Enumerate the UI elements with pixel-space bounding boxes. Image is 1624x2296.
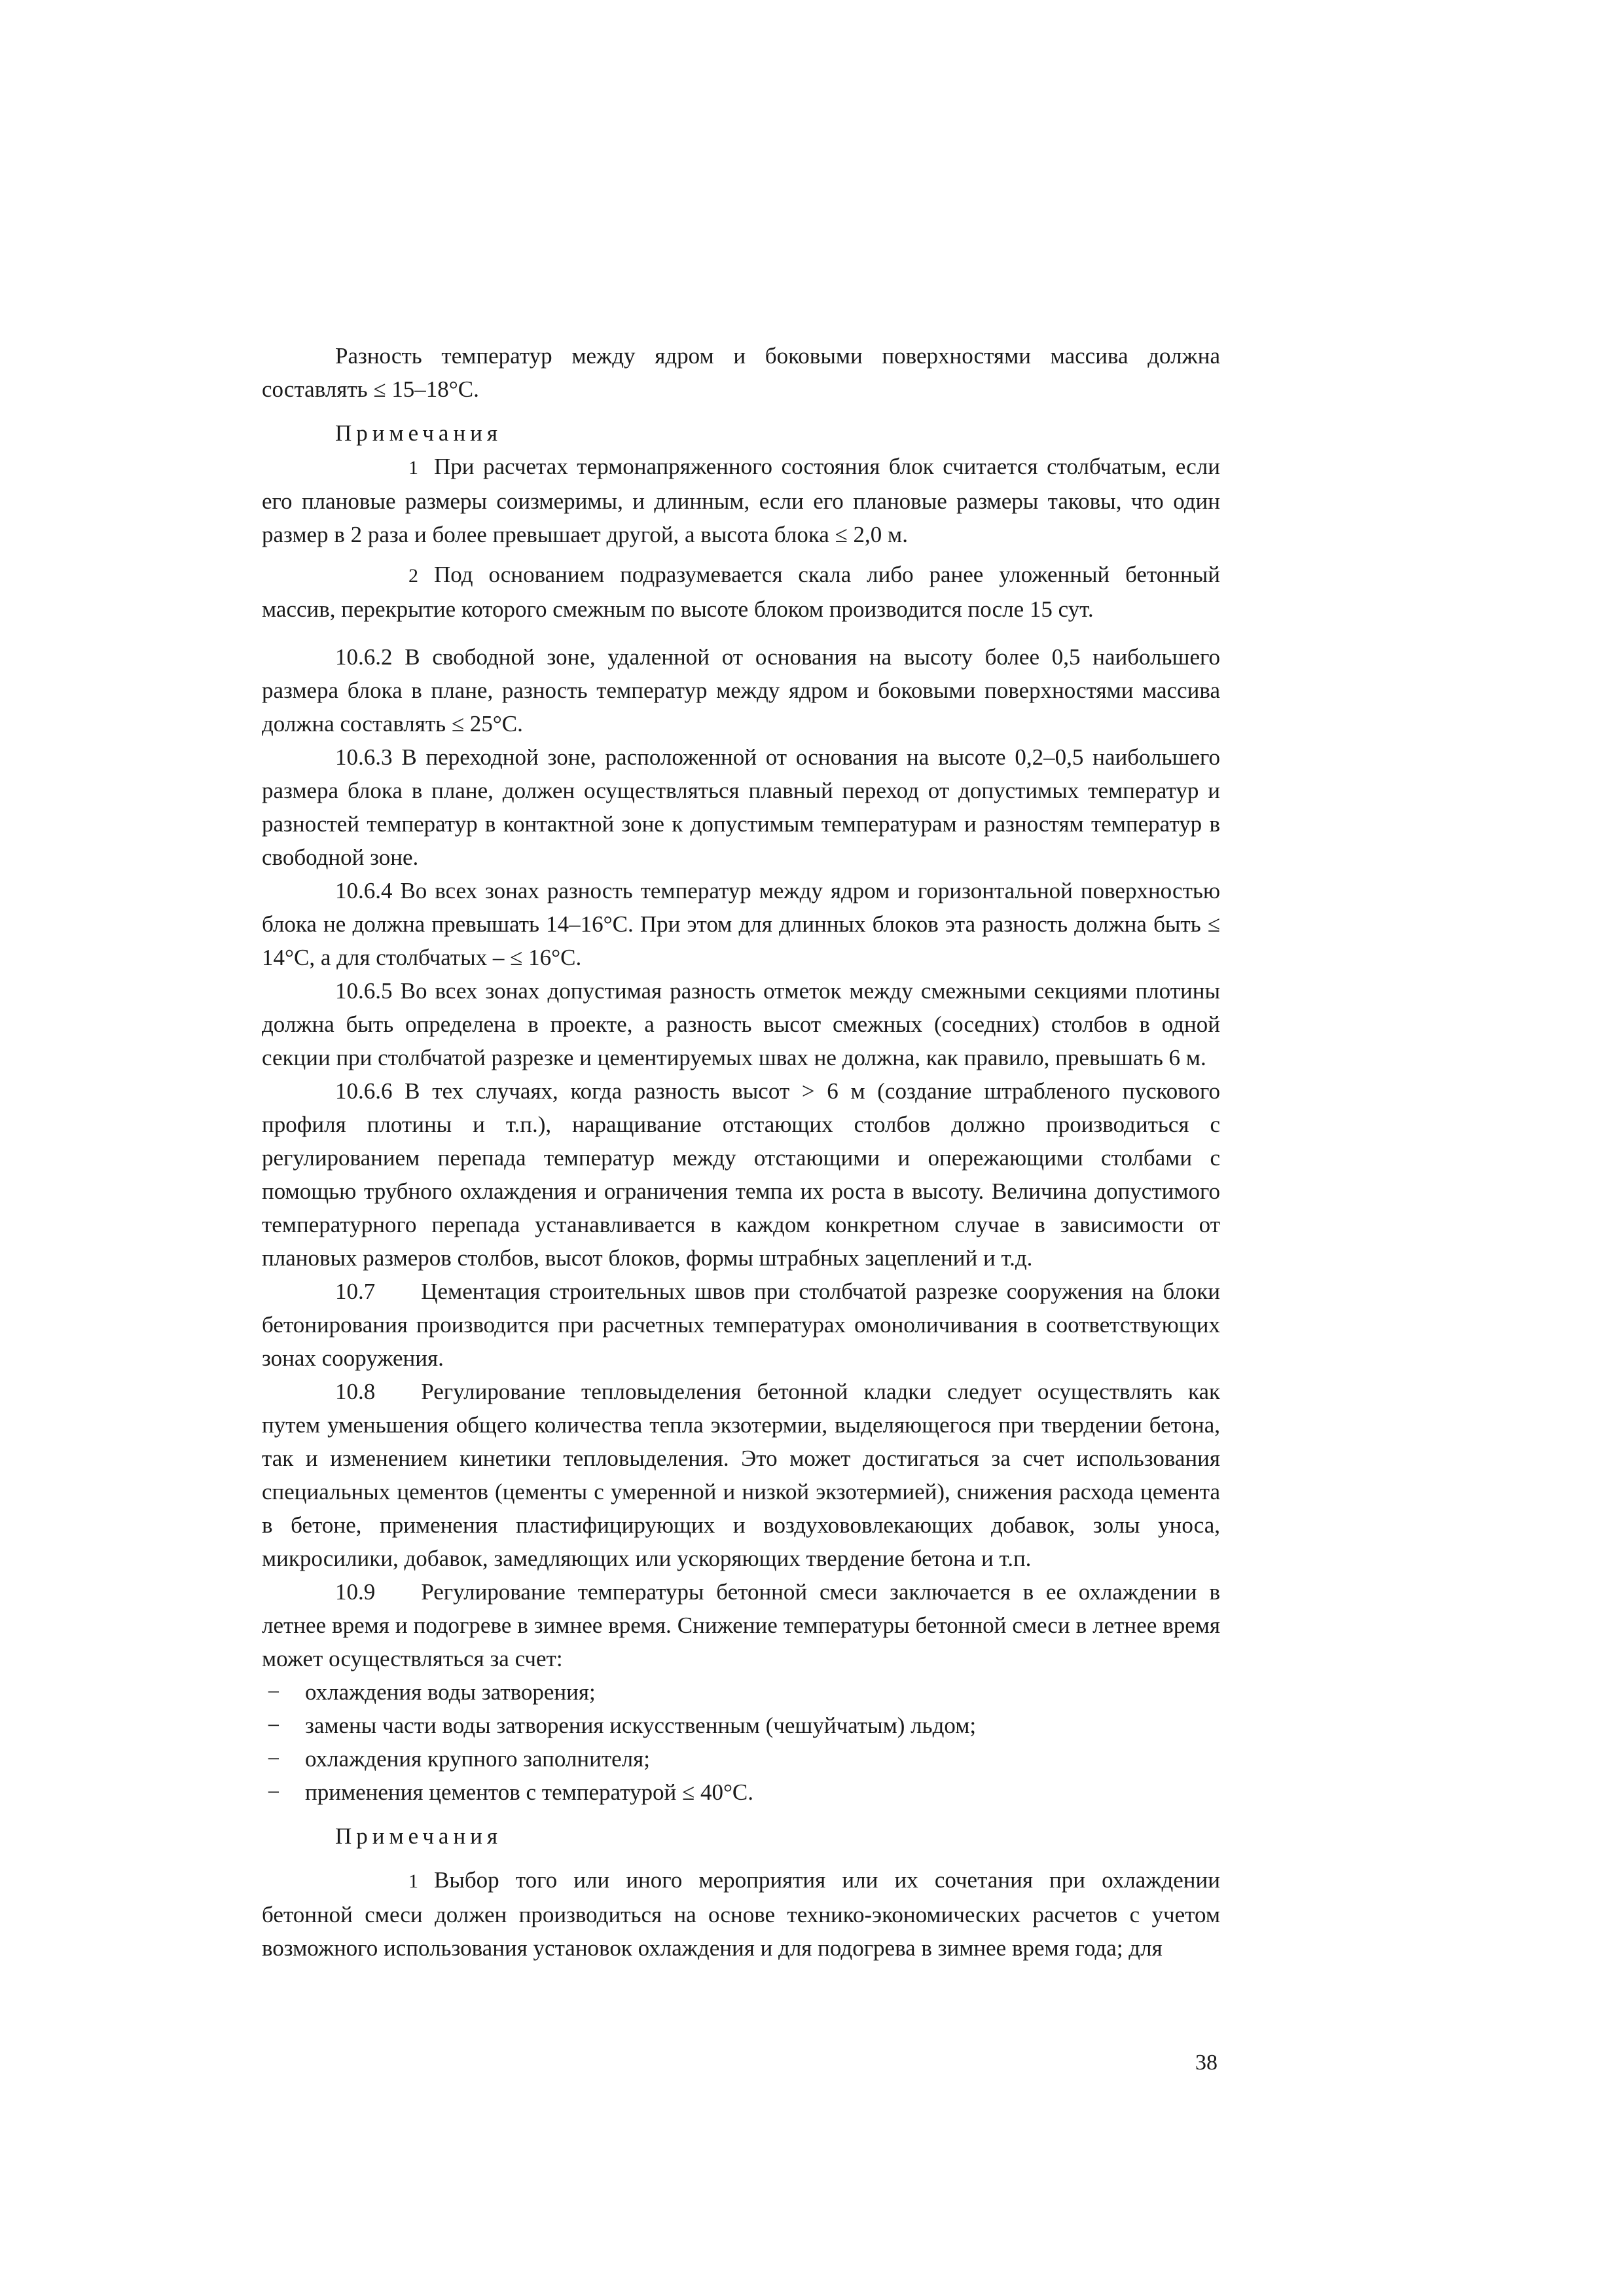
paragraph-10-9: 10.9 Регулирование температуры бетонной смеси заключается в ее охлаждении в летнее время и подогреве в зимнее время. Снижение температуры бетонной смеси в летнее время может осуществляться за счет:: [262, 1579, 1220, 1671]
note-text: При расчетах термонапряженного состояния блок считается столбчатым, если его плановые размеры соизмеримы, и длинным, если его плановые размеры таковы, что один размер в 2 раза и более превышает другой, а высота блока ≤ 2,0 м.: [262, 454, 1220, 547]
note-text: Под основанием подразумевается скала либо ранее уложенный бетонный массив, перекрытие которого смежным по высоте блоком производится после 15 сут.: [262, 562, 1220, 622]
paragraph-10-6-5: 10.6.5 Во всех зонах допустимая разность отметок между смежными секциями плотины должна быть определена в проекте, а разность высот смежных (соседних) столбов в одной секции при столбчатой разрезке и цементируемых швах не должна, как правило, превышать 6 м.: [262, 978, 1220, 1070]
notes-title-2: [262, 1819, 1220, 1853]
dash-bullet: −: [267, 1779, 280, 1805]
dash-bullet: −: [267, 1713, 280, 1738]
note-2: [262, 558, 1220, 626]
note-1: [262, 450, 1220, 551]
paragraph-10-6-2: 10.6.2 В свободной зоне, удаленной от основания на высоту более 0,5 наибольшего размера блока в плане, разность температур между ядром и боковыми поверхностями массива должна составлять ≤ 25°С.: [262, 644, 1220, 737]
note-number: 1: [408, 457, 418, 479]
spacer: [262, 406, 1220, 416]
list-item: [262, 1776, 1220, 1809]
notes-title: [262, 416, 1220, 450]
note-number: 1: [408, 1870, 418, 1892]
list-item-text: замены части воды затворения искусственным (чешуйчатым) льдом;: [305, 1713, 977, 1738]
spacer: [262, 1853, 1220, 1863]
dash-bullet: −: [267, 1746, 280, 1772]
document-page: [262, 339, 1220, 1965]
note-number: 2: [408, 565, 418, 587]
paragraph-10-6-4: 10.6.4 Во всех зонах разность температур между ядром и горизонтальной поверхностью блока не должна превышать 14–16°С. При этом для длинных блоков эта разность должна быть ≤ 14°С, а для столбчатых – ≤ 16°С.: [262, 878, 1220, 970]
list-item-text: охлаждения крупного заполнителя;: [305, 1746, 650, 1772]
paragraph-10-6-3: 10.6.3 В переходной зоне, расположенной от основания на высоте 0,2–0,5 наибольшего размера блока в плане, должен осуществляться плавный переход от допустимых температур и разностей температур в контактной зоне к допустимым температурам и разностям температур в свободной зоне.: [262, 744, 1220, 870]
paragraph-10-7: 10.7 Цементация строительных швов при столбчатой разрезке сооружения на блоки бетонирования производится при расчетных температурах омоноличивания в соответствующих зонах сооружения.: [262, 1279, 1220, 1371]
list-item: [262, 1742, 1220, 1776]
paragraph-temp-difference: Разность температур между ядром и боковыми поверхностями массива должна составлять ≤ 15–18°С.: [262, 343, 1220, 402]
list-item-text: охлаждения воды затворения;: [305, 1679, 596, 1705]
notes-title-text: Примечания: [335, 420, 503, 446]
cooling-methods-list: [262, 1675, 1220, 1809]
paragraph-10-8: 10.8 Регулирование тепловыделения бетонной кладки следует осуществлять как путем уменьшения общего количества тепла экзотермии, выделяющегося при твердении бетона, так и изменением кинетики тепловыделения. Это может достигаться за счет использования специальных цементов (цементы с умеренной и низкой экзотермией), снижения расхода цемента в бетоне, применения пластифицирующих и воздухововлекающих добавок, золы уноса, микросилики, добавок, замедляющих или ускоряющих твердение бетона и т.п.: [262, 1379, 1220, 1571]
list-item: [262, 1675, 1220, 1709]
spacer: [262, 1809, 1220, 1819]
list-item-text: применения цементов с температурой ≤ 40°С.: [305, 1779, 754, 1805]
notes-title-text: Примечания: [335, 1823, 503, 1849]
spacer: [262, 551, 1220, 558]
note-2-1: [262, 1863, 1220, 1965]
paragraph-10-6-6: 10.6.6 В тех случаях, когда разность высот > 6 м (создание штрабленого пускового профиля плотины и т.п.), наращивание отстающих столбов должно производиться с регулированием перепада температур между отстающими и опережающими столбами с помощью трубного охлаждения и ограничения темпа их роста в высоту. Величина допустимого температурного перепада устанавливается в каждом конкретном случае в зависимости от плановых размеров столбов, высот блоков, формы штрабных зацеплений и т.д.: [262, 1078, 1220, 1271]
page-number: 38: [1195, 2050, 1218, 2075]
list-item: [262, 1709, 1220, 1742]
note-text: Выбор того или иного мероприятия или их сочетания при охлаждении бетонной смеси должен производиться на основе технико-экономических расчетов с учетом возможного использования установок охлаждения и для подогрева в зимнее время года; для: [262, 1867, 1220, 1961]
dash-bullet: −: [267, 1679, 280, 1705]
spacer: [262, 626, 1220, 640]
